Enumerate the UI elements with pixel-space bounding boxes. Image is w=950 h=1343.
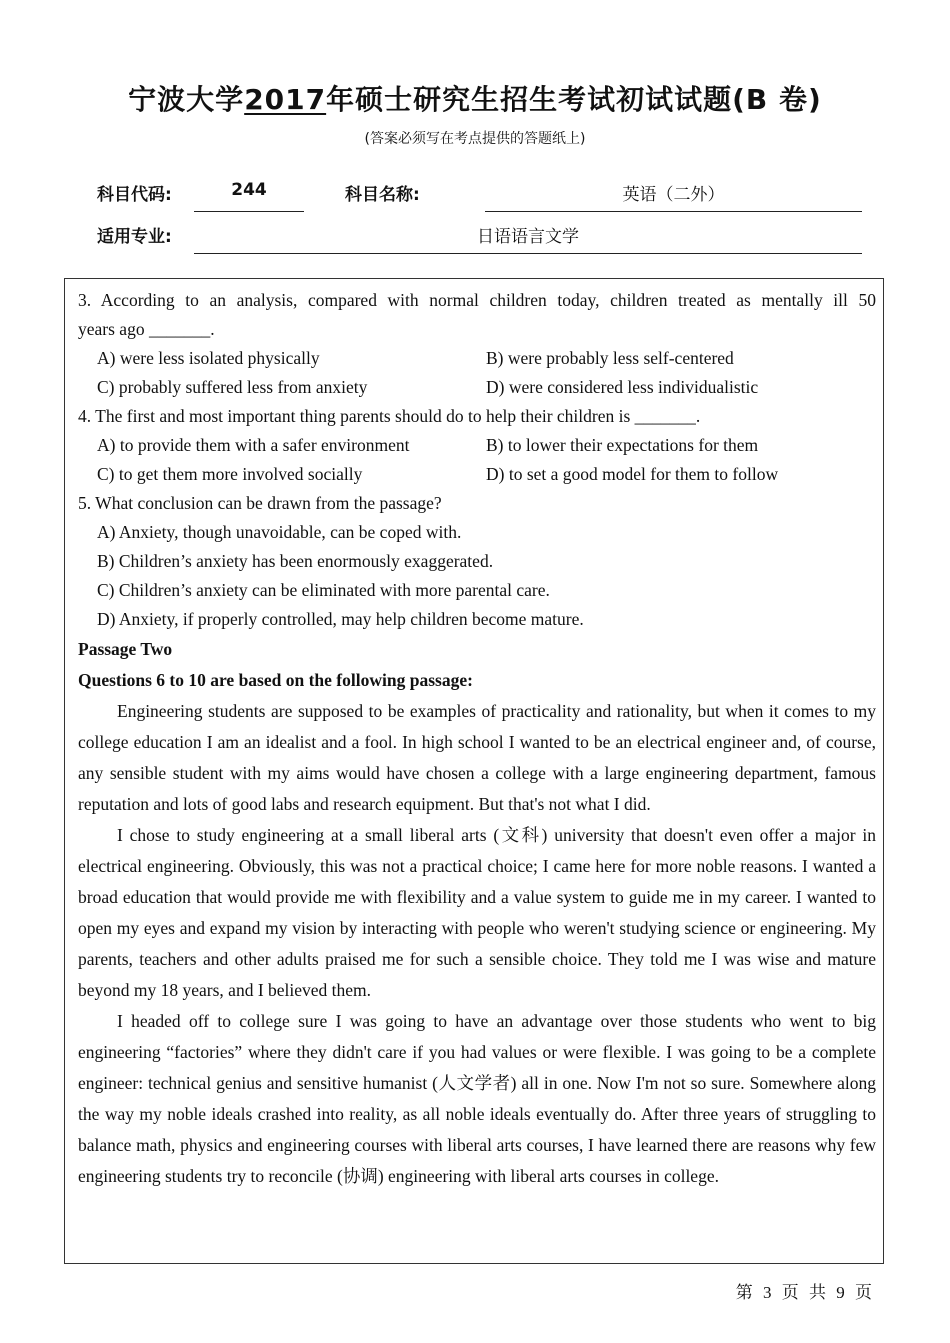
passage-heading: Passage Two [78, 639, 173, 659]
question-stem: 5. What conclusion can be drawn from the passage? [78, 493, 442, 513]
option-c: C) Children’s anxiety can be eliminated with more parental care. [97, 580, 550, 600]
question-4 [78, 402, 876, 489]
question-5 [78, 489, 876, 634]
option-a: A) were less isolated physically [97, 348, 320, 368]
passage-instruction: Questions 6 to 10 are based on the following passage: [78, 670, 473, 690]
option-c: C) probably suffered less from anxiety [97, 377, 368, 397]
option-d: D) to set a good model for them to follow [486, 464, 779, 484]
subject-name-value: 英语（二外） [622, 185, 725, 205]
option-d: D) were considered less individualistic [486, 377, 759, 397]
option-c: C) to get them more involved socially [97, 464, 363, 484]
passage-paragraph: I headed off to college sure I was going to have an advantage over those students who went to big engineering “factories” where they didn't care if you had values or were flexible. I was going to be a complete engineer: technical genius and sensitive humanist (人文学者) all in one. Now I'm not so sure. Somewhere along the way my noble ideals crashed into reality, as all noble ideals eventually do. After three years of struggling to balance math, physics and engineering courses with liberal arts courses, I have learned there are reasons why few engineering students try to reconcile (协调) engineering with liberal arts courses in college. [78, 1011, 876, 1186]
question-stem: years ago _______. [78, 319, 215, 339]
option-a: A) to provide them with a safer environment [97, 435, 410, 455]
major-label: 适用专业: [97, 227, 172, 247]
answer-note: (答案必须写在考点提供的答题纸上) [364, 131, 586, 147]
question-stem: 4. The first and most important thing parents should do to help their children is _______. [78, 406, 701, 426]
major-value: 日语语言文学 [477, 227, 579, 247]
major-underline [194, 253, 862, 254]
option-a: A) Anxiety, though unavoidable, can be coped with. [97, 522, 462, 542]
option-d: D) Anxiety, if properly controlled, may help children become mature. [97, 609, 584, 629]
subject-code-underline [194, 211, 304, 212]
subject-name-underline [485, 211, 862, 212]
subject-name-label: 科目名称: [345, 185, 420, 205]
question-3 [78, 286, 876, 402]
exam-year: 2017 [244, 83, 327, 116]
exam-content [78, 286, 876, 1192]
question-stem: 3. According to an analysis, compared with normal children today, children treated as mentally ill 50 [78, 290, 876, 310]
exam-title: 宁波大学2017年硕士研究生招生考试初试试题(B 卷) [128, 83, 822, 116]
subject-code-value: 244 [231, 180, 267, 200]
page-number: 第 3 页 共 9 页 [735, 1283, 872, 1302]
option-b: B) to lower their expectations for them [486, 435, 759, 455]
option-b: B) Children’s anxiety has been enormously exaggerated. [97, 551, 494, 571]
subject-code-label: 科目代码: [97, 185, 172, 205]
passage-paragraph: I chose to study engineering at a small liberal arts (文科) university that doesn't even offer a major in electrical engineering. Obviously, this was not a practical choice; I came here for more noble reasons. I wanted a broad education that would provide me with flexibility and a value system to guide me in my career. I wanted to open my eyes and expand my vision by interacting with people who weren't studying science or engineering. My parents, teachers and other adults praised me for such a sensible choice. They told me I was wise and mature beyond my 18 years, and I believed them. [78, 825, 876, 1000]
option-b: B) were probably less self-centered [486, 348, 734, 368]
passage-paragraph: Engineering students are supposed to be examples of practicality and rationality, but when it comes to my college education I am an idealist and a fool. In high school I wanted to be an electrical engineer and, of course, any sensible student with my aims would have chosen a college with a large engineering department, famous reputation and lots of good labs and research equipment. But that's not what I did. [78, 701, 876, 814]
